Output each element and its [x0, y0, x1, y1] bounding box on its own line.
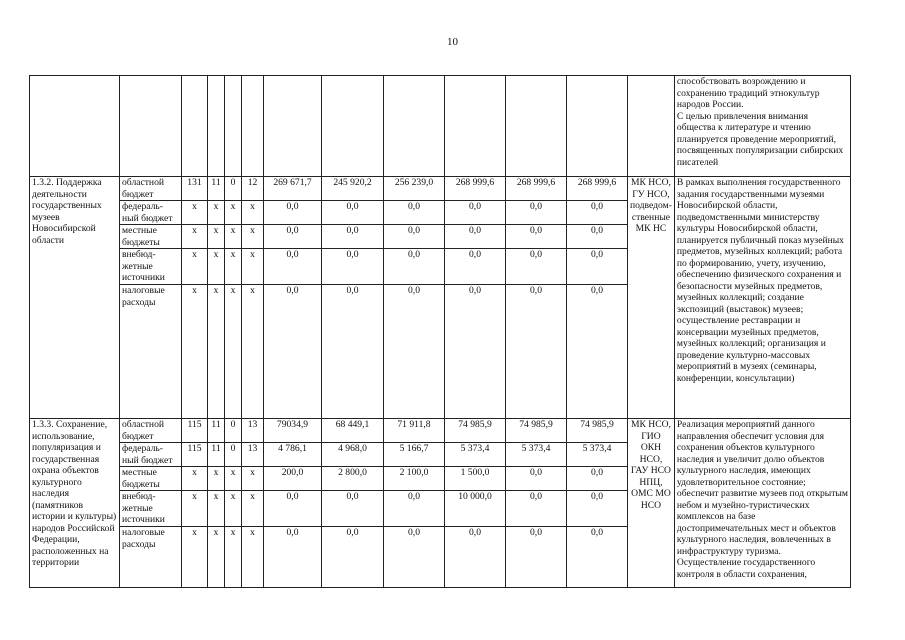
description-paragraph: Реализация мероприятий данного направления обеспечит условия для сохранения объектов культурного наследия и увеличит долю объектов культурного наследия, имеющих удовлетворительное состояние; обеспечит развитие музеев под открытым небом и музейно-туристических комплексов на базе достопримечательных мест и объектов культурного наследия, вовлеченных в инфраструктуру туризма.	[676, 419, 848, 557]
amount-cell: 0,0	[506, 225, 567, 249]
amount-cell: 0,0	[384, 527, 445, 588]
code-cell: x	[208, 527, 225, 588]
amount-cell: 0,0	[567, 285, 628, 419]
code-cell: 115	[182, 419, 208, 443]
executor-cell: МК НСО, ГУ НСО, подведом-ственные МК НС	[628, 177, 675, 419]
cell-empty	[225, 76, 242, 177]
code-cell: 0	[225, 177, 242, 201]
amount-cell: 2 800,0	[322, 467, 384, 491]
code-cell: x	[225, 225, 242, 249]
code-cell: x	[182, 491, 208, 527]
amount-cell: 0,0	[567, 467, 628, 491]
amount-cell: 0,0	[567, 491, 628, 527]
amount-cell: 269 671,7	[264, 177, 322, 201]
funding-source: налоговые расходы	[120, 285, 182, 419]
cell-empty	[567, 76, 628, 177]
description-cell	[674, 76, 850, 177]
code-cell: x	[208, 491, 225, 527]
funding-source: федераль-ный бюджет	[120, 443, 182, 467]
amount-cell: 0,0	[384, 285, 445, 419]
code-cell: x	[225, 285, 242, 419]
amount-cell: 268 999,6	[506, 177, 567, 201]
code-cell: 12	[242, 177, 264, 201]
amount-cell: 200,0	[264, 467, 322, 491]
amount-cell: 74 985,9	[445, 419, 506, 443]
amount-cell: 0,0	[506, 491, 567, 527]
code-cell: 13	[242, 443, 264, 467]
amount-cell: 268 999,6	[567, 177, 628, 201]
code-cell: x	[182, 249, 208, 285]
amount-cell: 74 985,9	[506, 419, 567, 443]
cell-empty	[182, 76, 208, 177]
amount-cell: 74 985,9	[567, 419, 628, 443]
code-cell: x	[225, 491, 242, 527]
amount-cell: 0,0	[567, 527, 628, 588]
amount-cell: 10 000,0	[445, 491, 506, 527]
amount-cell: 0,0	[322, 527, 384, 588]
amount-cell: 0,0	[264, 491, 322, 527]
amount-cell: 5 373,4	[567, 443, 628, 467]
amount-cell: 0,0	[384, 225, 445, 249]
amount-cell: 0,0	[445, 225, 506, 249]
code-cell: x	[242, 527, 264, 588]
amount-cell: 0,0	[445, 201, 506, 225]
amount-cell: 0,0	[445, 249, 506, 285]
cell-empty	[628, 76, 675, 177]
table-row	[30, 419, 851, 443]
cell-empty	[264, 76, 322, 177]
amount-cell: 0,0	[384, 249, 445, 285]
amount-cell: 0,0	[322, 201, 384, 225]
code-cell: x	[242, 285, 264, 419]
cell-empty	[322, 76, 384, 177]
cell-empty	[242, 76, 264, 177]
code-cell: x	[225, 201, 242, 225]
code-cell: 0	[225, 419, 242, 443]
code-cell: x	[208, 201, 225, 225]
code-cell: x	[182, 527, 208, 588]
funding-source: внебюд-жетные источники	[120, 491, 182, 527]
amount-cell: 0,0	[264, 527, 322, 588]
amount-cell: 245 920,2	[322, 177, 384, 201]
amount-cell: 0,0	[384, 491, 445, 527]
amount-cell: 0,0	[322, 225, 384, 249]
amount-cell: 79034,9	[264, 419, 322, 443]
amount-cell: 0,0	[445, 285, 506, 419]
amount-cell: 268 999,6	[445, 177, 506, 201]
code-cell: 131	[182, 177, 208, 201]
amount-cell: 0,0	[264, 285, 322, 419]
activity-name: 1.3.3. Сохранение, использование, популяризация и государственная охрана объектов культурного наследия (памятников истории и культуры) народов Российской Федерации, расположенных на территории	[30, 419, 120, 588]
amount-cell: 0,0	[322, 491, 384, 527]
code-cell: x	[242, 491, 264, 527]
amount-cell: 0,0	[567, 225, 628, 249]
amount-cell: 0,0	[322, 285, 384, 419]
description-paragraph: Осуществление государственного контроля в области сохранения,	[676, 557, 816, 580]
amount-cell: 4 786,1	[264, 443, 322, 467]
cell-empty	[445, 76, 506, 177]
code-cell: x	[182, 285, 208, 419]
code-cell: x	[208, 285, 225, 419]
code-cell: 115	[182, 443, 208, 467]
amount-cell: 0,0	[506, 201, 567, 225]
table-row	[30, 177, 851, 201]
amount-cell: 68 449,1	[322, 419, 384, 443]
funding-source: областной бюджет	[120, 177, 182, 201]
funding-source: местные бюджеты	[120, 467, 182, 491]
cell-empty	[120, 76, 182, 177]
amount-cell: 0,0	[445, 527, 506, 588]
amount-cell: 2 100,0	[384, 467, 445, 491]
code-cell: x	[182, 467, 208, 491]
amount-cell: 0,0	[264, 249, 322, 285]
amount-cell: 0,0	[506, 467, 567, 491]
cell-empty	[506, 76, 567, 177]
code-cell: x	[225, 467, 242, 491]
code-cell: x	[182, 201, 208, 225]
amount-cell: 0,0	[506, 527, 567, 588]
code-cell: 11	[208, 443, 225, 467]
code-cell: x	[182, 225, 208, 249]
code-cell: x	[208, 249, 225, 285]
amount-cell: 0,0	[567, 249, 628, 285]
executor-cell: МК НСО, ГИО ОКН НСО, ГАУ НСО НПЦ, ОМС МО НСО	[628, 419, 675, 588]
amount-cell: 0,0	[506, 249, 567, 285]
code-cell: 11	[208, 419, 225, 443]
cell-empty	[384, 76, 445, 177]
description-paragraph: С целью привлечения внимания общества к литературе и чтению планируется проведение мероприятий, посвященных популяризации сибирских писателей	[676, 110, 844, 168]
code-cell: 11	[208, 177, 225, 201]
code-cell: x	[242, 225, 264, 249]
code-cell: x	[242, 201, 264, 225]
amount-cell: 0,0	[506, 285, 567, 419]
description-paragraph: способствовать возрождению и сохранению традиций этнокультур народов России.	[676, 76, 820, 110]
code-cell: 13	[242, 419, 264, 443]
funding-source: местные бюджеты	[120, 225, 182, 249]
code-cell: x	[208, 467, 225, 491]
page-number: 10	[447, 36, 458, 48]
description-cell	[674, 419, 850, 588]
funding-source: налоговые расходы	[120, 527, 182, 588]
amount-cell: 5 373,4	[445, 443, 506, 467]
amount-cell: 5 166,7	[384, 443, 445, 467]
amount-cell: 1 500,0	[445, 467, 506, 491]
amount-cell: 256 239,0	[384, 177, 445, 201]
amount-cell: 0,0	[384, 201, 445, 225]
funding-source: федераль-ный бюджет	[120, 201, 182, 225]
funding-source: областной бюджет	[120, 419, 182, 443]
amount-cell: 0,0	[567, 201, 628, 225]
code-cell: x	[242, 249, 264, 285]
table-row-carry	[30, 76, 851, 177]
code-cell: x	[225, 527, 242, 588]
code-cell: x	[242, 467, 264, 491]
funding-source: внебюд-жетные источники	[120, 249, 182, 285]
description-cell: В рамках выполнения государственного задания государственными музеями Новосибирской области, подведомственными министерству культуры Новосибирской области, планируется публичный показ музейных предметов, музейных коллекций; работа по формированию, учету, изучению, обеспечению физического сохранения и безопасности музейных предметов, музейных коллекций; создание экспозиций (выставок) музеев; осуществление реставрации и консервации музейных предметов, музейных коллекций; организация и проведение культурно-массовых мероприятий в музеях (семинары, конференции, консультации)	[674, 177, 850, 419]
amount-cell: 0,0	[264, 225, 322, 249]
code-cell: x	[225, 249, 242, 285]
program-activities-table	[29, 75, 851, 588]
amount-cell: 71 911,8	[384, 419, 445, 443]
cell-empty	[208, 76, 225, 177]
amount-cell: 5 373,4	[506, 443, 567, 467]
amount-cell: 0,0	[322, 249, 384, 285]
amount-cell: 4 968,0	[322, 443, 384, 467]
activity-name: 1.3.2. Поддержка деятельности государственных музеев Новосибирской области	[30, 177, 120, 419]
code-cell: x	[208, 225, 225, 249]
cell-empty	[30, 76, 120, 177]
code-cell: 0	[225, 443, 242, 467]
amount-cell: 0,0	[264, 201, 322, 225]
